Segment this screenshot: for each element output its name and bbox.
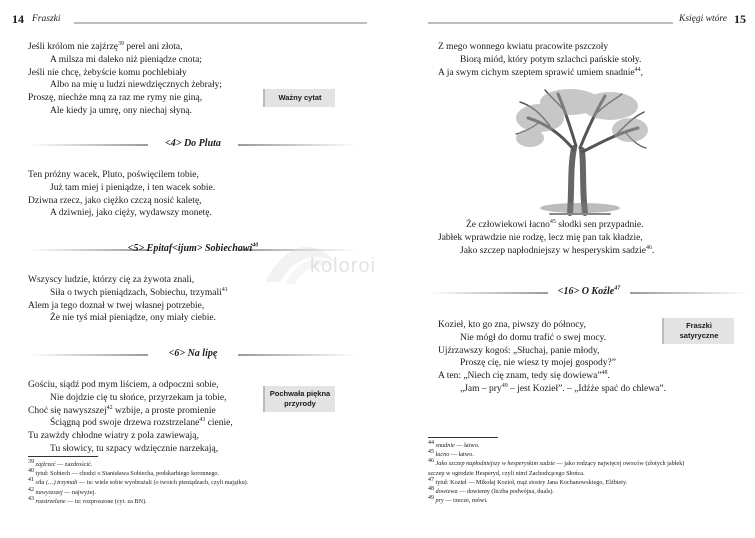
- footnote-number: 46: [428, 458, 434, 465]
- footnote: [428, 496, 684, 505]
- footnote-rule: [428, 437, 498, 438]
- footnote-number: 44: [428, 439, 434, 446]
- section-heading: [28, 345, 358, 365]
- section-title-text: <16> O Koźle: [557, 286, 615, 297]
- footnote: [28, 497, 248, 506]
- footnote-text: — dowiemy (liczba podwójna, duals).: [459, 488, 554, 496]
- footnote-text: — łatwo.: [450, 451, 474, 459]
- footnote-term: rozstrzelane: [35, 497, 66, 505]
- verse-line: słodki sen przypadnie.: [558, 220, 644, 230]
- running-head: Księgi wtóre: [679, 14, 727, 24]
- footnote-mark: 43: [199, 417, 206, 424]
- footnote-term: nawyszszej: [35, 488, 63, 496]
- verse-line: Siła o twych pieniądzach, Sobiechu, trzymali: [50, 287, 222, 298]
- verse-line: Tu słowicy, tu szpacy wdzięcznie narzekają,: [50, 443, 219, 454]
- footnote-term: zajźrzeć: [35, 461, 56, 468]
- footnote-text: — najwyżej.: [64, 488, 96, 496]
- section-title-text: <5> Epitaf<ijum> Sobiechowi: [127, 243, 253, 254]
- footnote-rule: [28, 456, 98, 457]
- footnote-number: 45: [428, 449, 434, 456]
- verse-line: Z mego wonnego kwiatu pracowite pszczoły: [438, 42, 609, 52]
- verse-line: Gościu, siądź pod mym liściem, a odpoczni sobie,: [28, 380, 219, 390]
- footnote-term: dowiewa: [435, 488, 458, 496]
- section-title: <6> Na lipę: [168, 348, 218, 359]
- verse-line: Nie dojdzie cię tu słońce, przyrzekam ja tobie,: [50, 392, 227, 403]
- verse-block: Kozieł, kto go zna, piwszy do północy, Nie mógł do domu trafić o swej mocy. Ujźrzawszy kogoś: „Słuchaj, panie młody, Proszę cię, nie wiesz ty mojej gospody?” A ten: „Niech cię znam, tedy się dowiewa”$^{48}$. „Jam – pry$^{49}$ – jest Kozieł”. – „Idźże spać do chlewa”.: [438, 320, 666, 394]
- verse-line: Alem ja tego doznał w twej własnej potrzebie,: [28, 300, 205, 311]
- footnote: [428, 459, 684, 468]
- verse-line: Ściągną pod swoje drzewa rozstrzelane: [50, 418, 200, 429]
- footnotes: [28, 460, 248, 506]
- footnote-mark: 40: [252, 242, 259, 249]
- footnote-text: — rzecze, mówi.: [445, 497, 488, 505]
- verse-block: [28, 274, 228, 325]
- footnote-mark: 46: [645, 244, 652, 251]
- section-heading: [28, 135, 358, 155]
- verse-line: – jest Kozieł”. – „Idźże spać do chlewa”.: [510, 383, 666, 394]
- verse-line: Proszę cię, nie wiesz ty mojej gospody?”: [460, 358, 616, 369]
- footnote-mark: 49: [501, 382, 508, 389]
- footnote-term: łacno: [435, 451, 450, 459]
- verse-line: Ale kiedy ja umrę, ony niechaj słyną.: [50, 105, 192, 116]
- footnote-mark: 47: [614, 285, 621, 292]
- footnote: [28, 460, 248, 469]
- footnote-mark: 42: [106, 404, 113, 411]
- footnote-text: — łatwo.: [456, 442, 480, 449]
- header-rule: [428, 22, 673, 24]
- footnote-text: tytuł: Sobiech — chodzi o Stanisława Sobiecha, podskarbiego koronnego.: [35, 470, 220, 478]
- section-title: [428, 286, 750, 297]
- verse-line: Choć się nawyszszej: [28, 405, 107, 416]
- footnote: [28, 469, 248, 478]
- verse-line: Dziwna rzecz, jako ciężko czczą nosić kaletę,: [28, 195, 202, 206]
- footnote-number: 40: [28, 468, 34, 475]
- verse-line: Jeśli królom nie zajźrzę: [28, 42, 118, 52]
- footnote: [28, 488, 248, 497]
- footnote-number: 41: [28, 477, 34, 484]
- right-header: [428, 12, 750, 28]
- verse-line: Proszę, niechże mną za raz me rymy nie giną,: [28, 93, 203, 104]
- footnote: [428, 450, 684, 459]
- footnote-term: Jako szczep napłodniejszy w hesperyskim sadzie: [435, 460, 555, 468]
- footnote-term: snadnie: [435, 442, 455, 449]
- footnote-text: — zazdrościć.: [57, 461, 93, 468]
- footnote-term: pry: [435, 497, 444, 505]
- verse-line: A milsza mi daleko niż pieniądze cnota;: [50, 54, 202, 65]
- footnote-text: — tu: rozproszone (cyt. za BN).: [67, 497, 147, 505]
- footnotes: [428, 441, 684, 505]
- page-number: 15: [734, 12, 746, 26]
- footnote-text: — tu: wiele sobie wyobrażali (o twoich pieniądzach, czyli majątku).: [79, 479, 249, 487]
- verse-block: [28, 169, 215, 220]
- footnote: [428, 487, 684, 496]
- footnote-mark: 45: [549, 218, 556, 225]
- footnote-text: — jako rodzący najwięcej owoców (złotych jabłek): [556, 460, 685, 468]
- left-header: [12, 12, 367, 28]
- verse-line: A ten: „Niech cię znam, tedy się dowiewa”: [438, 371, 602, 382]
- footnote-number: 42: [28, 486, 34, 493]
- footnote: [428, 478, 684, 487]
- watermark-text: koloroi: [310, 255, 376, 277]
- verse-line: A ja swym cichym szeptem sprawić umiem snadnie: [438, 67, 635, 78]
- page-number: 14: [12, 12, 24, 26]
- verse-line: cienie,: [207, 418, 233, 429]
- footnote-number: 47: [428, 476, 434, 483]
- verse-line: „Jam – pry: [460, 383, 502, 394]
- footnote: szczep w ogrodzie Hesperyd, czyli nimf Zachodzącego Słońca.: [428, 469, 585, 477]
- verse-line: Albo na mię u ludzi niewdzięcznych żebrały;: [50, 80, 222, 91]
- footnote: [428, 441, 684, 450]
- footnote: [28, 478, 248, 487]
- footnote-number: 39: [28, 458, 34, 465]
- footnote-mark: 41: [221, 286, 228, 293]
- verse-line: Kozieł, kto go zna, piwszy do północy,: [438, 320, 586, 330]
- running-head: Fraszki: [32, 14, 61, 24]
- footnote-text: tytuł: Kozieł — Mikołaj Kozioł, mąż siostry Jana Kochanowskiego, Elżbiety.: [435, 478, 628, 486]
- tree-illustration: [510, 88, 650, 218]
- verse-line: Biorą miód, który potym szlachci pańskie stoły.: [460, 54, 642, 65]
- footnote-number: 43: [28, 495, 34, 502]
- footnote-number: 48: [428, 485, 434, 492]
- footnote-mark: 39: [117, 40, 124, 47]
- verse-line: Nie mógł do domu trafić o swej mocy.: [460, 332, 607, 343]
- header-rule: [74, 22, 367, 24]
- verse-line: Ten próżny wacek, Pluto, poświęcilem tobie,: [28, 170, 199, 180]
- verse-line: Że nie tyś miał pieniądze, ony miały ciebie.: [50, 313, 216, 324]
- verse-line: Jako szczep napłodniejszy w hesperyskim sadzie: [460, 245, 646, 256]
- verse-line: wzbije, a proste promienie: [115, 405, 216, 416]
- verse-block: [28, 41, 222, 118]
- side-note-important-quote: Ważny cytat: [263, 89, 335, 107]
- footnote-number: 49: [428, 495, 434, 502]
- verse-line: perel ani złota,: [126, 42, 183, 52]
- verse-line: Już tam miej i pieniądze, i ten wacek sobie.: [50, 182, 216, 193]
- footnote-mark: 44: [634, 66, 641, 73]
- side-note-satire: Fraszki satyryczne: [662, 318, 734, 344]
- verse-block: Że człowiekowi łacno$^{45}$ słodki sen przypadnie. Jabłek wprawdzie nie rodzę, lecz mię pan tak kładzie, Jako szczep napłodniejszy w hesperyskim sadzie$^{46}$.: [438, 218, 655, 256]
- verse-block: Z mego wonnego kwiatu pracowite pszczoły Biorą miód, który potym szlachci pańskie stoły. A ja swym cichym szeptem sprawić umiem snadnie$^{44}$,: [438, 42, 643, 78]
- side-note-nature-praise: Pochwała piękna przyrody: [263, 386, 335, 412]
- verse-line: Tu zawżdy chłodne wiatry z pola zawiewają,: [28, 431, 199, 442]
- verse-line: A dziwniej, jako cięży, wydawszy monetę.: [50, 208, 212, 219]
- verse-block: [28, 379, 233, 456]
- verse-line: Że człowiekowi łacno: [466, 220, 550, 230]
- section-title: <4> Do Pluta: [165, 138, 221, 149]
- section-heading: [428, 283, 750, 303]
- verse-line: Ujźrzawszy kogoś: „Słuchaj, panie młody,: [438, 345, 600, 356]
- footnote-term: siła (…) trzymali: [35, 479, 78, 487]
- verse-line: Wszyscy ludzie, którzy cię za żywota znali,: [28, 275, 195, 285]
- verse-line: Jeśli nie chcę, żebyście komu pochlebiały: [28, 67, 187, 78]
- verse-line: Jabłek wprawdzie nie rodzę, lecz mię pan tak kładzie,: [438, 232, 643, 243]
- footnote-mark: 48: [601, 370, 608, 377]
